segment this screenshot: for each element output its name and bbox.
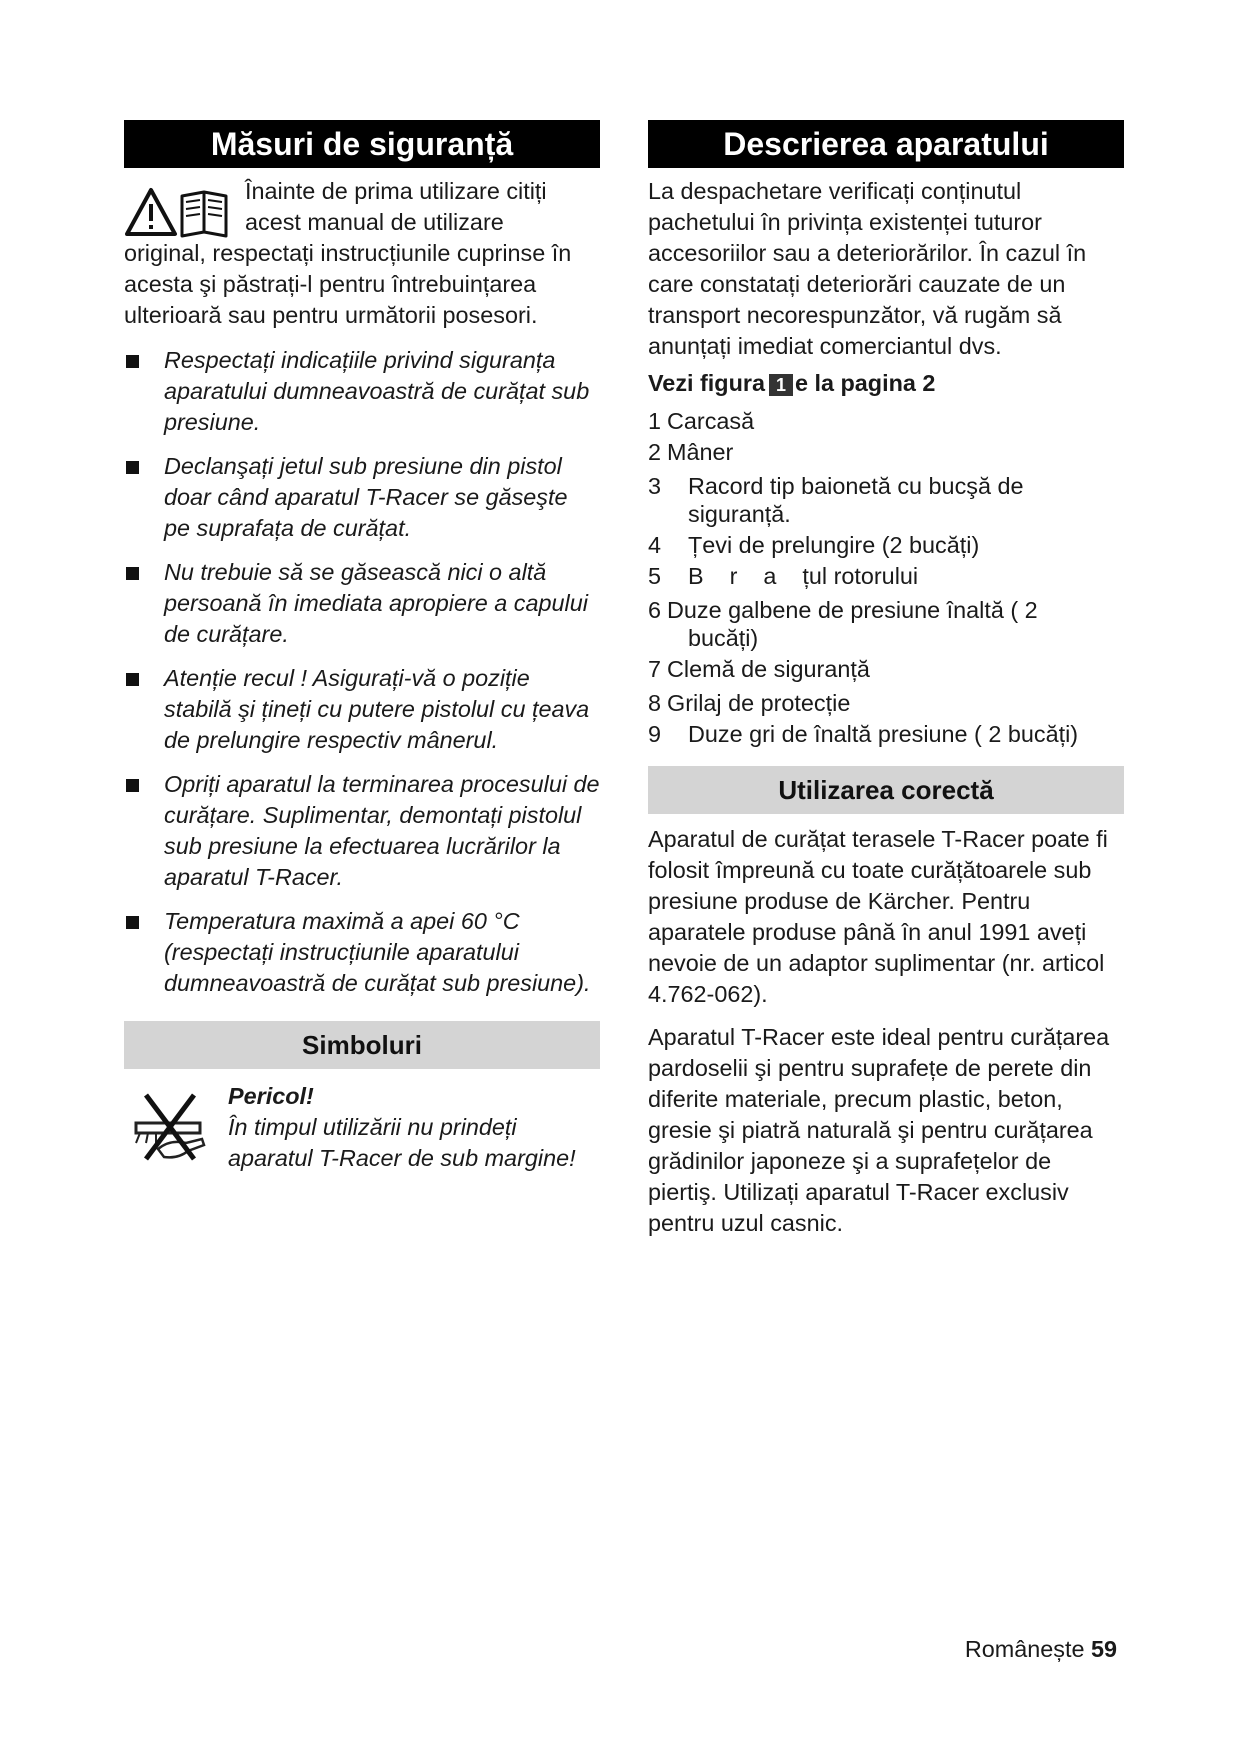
symbol-danger: [124, 1081, 600, 1174]
safety-intro-rest: original, respectați instrucțiunile cuprinse în acesta şi păstrați-l pentru întrebuințarea ulterioară sau pentru următorii posesori.: [124, 240, 572, 328]
bullet-square-icon: [126, 916, 139, 929]
bullet-square-icon: [126, 461, 139, 474]
symbols-heading: Simboluri: [124, 1021, 600, 1069]
usage-paragraph-2: Aparatul T-Racer este ideal pentru curățarea pardoselii şi pentru suprafețe de perete din diferite materiale, precum plastic, beton, gresie şi piatră naturală şi pentru curățarea grădinilor japoneze şi a suprafețelor de piertiş. Utilizați aparatul T-Racer exclusiv pentru uzul casnic.: [648, 1024, 1110, 1236]
warning-manual-icon: [124, 182, 232, 238]
list-item: 3 Racord tip baionetă cu bucşă de siguranță.: [648, 473, 1024, 527]
description-intro: La despachetare verificați conținutul pachetului în privința existenței tuturor accesoriilor sau a deteriorărilor. În cazul în care constatați deteriorări cauzate de un transport necorespunzător, vă rugăm să anunțați imediat comerciantul dvs.: [648, 178, 1087, 359]
list-item: 8 Grilaj de protecție: [648, 690, 851, 716]
symbol-danger-title: Pericol!: [228, 1083, 314, 1109]
page-footer: [965, 1636, 1117, 1663]
description-heading: Descrierea aparatului: [648, 120, 1124, 168]
symbol-danger-text: În timpul utilizării nu prindeți aparatul T-Racer de sub margine!: [228, 1114, 576, 1171]
list-item: 1 Carcasă: [648, 408, 755, 434]
list-item: Temperatura maximă a apei 60 °C (respectați instrucțiunile aparatului dumneavoastră de curățat sub presiune).: [124, 906, 600, 999]
figure-badge-icon: 1: [769, 374, 793, 396]
list-item: 5 B r a țul rotorului: [648, 563, 919, 589]
bullet-square-icon: [126, 673, 139, 686]
right-column: [648, 120, 1124, 1239]
list-item: Nu trebuie să se găsească nici o altă persoană în imediata apropiere a capului de curățare.: [124, 557, 600, 650]
safety-heading: Măsuri de siguranță: [124, 120, 600, 168]
list-item: 7 Clemă de siguranță: [648, 656, 870, 682]
list-item: 9 Duze gri de înaltă presiune ( 2 bucăți): [648, 721, 1079, 747]
safety-intro: [124, 176, 600, 331]
list-item: 4 Țevi de prelungire (2 bucăți): [648, 532, 980, 558]
bullet-square-icon: [126, 355, 139, 368]
bullet-square-icon: [126, 779, 139, 792]
usage-heading: Utilizarea corectă: [648, 766, 1124, 814]
figure-reference: Vezi figura 1 e la pagina 2: [648, 370, 936, 396]
page-number: 59: [1090, 1636, 1117, 1662]
bullet-square-icon: [126, 567, 139, 580]
list-item: Atenție recul ! Asigurați-vă o poziție stabilă şi țineți cu putere pistolul cu țeava de prelungire respectiv mânerul.: [124, 663, 600, 756]
list-item: Opriți aparatul la terminarea procesului de curățare. Suplimentar, demontați pistolul sub presiune la efectuarea lucrărilor la aparatul T-Racer.: [124, 769, 600, 893]
list-item: Declanşați jetul sub presiune din pistol doar când aparatul T-Racer se găseşte pe suprafața de curățat.: [124, 451, 600, 544]
list-item: 6 Duze galbene de presiune înaltă ( 2 bucăți): [648, 597, 1038, 651]
list-item: Respectați indicațiile privind siguranța aparatului dumneavoastră de curățat sub presiune.: [124, 345, 600, 438]
parts-list: [648, 407, 1124, 748]
usage-paragraph-1: Aparatul de curățat terasele T-Racer poate fi folosit împreună cu toate curățătoarele sub presiune produse de Kärcher. Pentru aparatele produse până în anul 1991 aveți nevoie de un adaptor suplimentar (nr. articol 4.762-062).: [648, 826, 1108, 1007]
safety-intro-first: Înainte de prima utilizare citiți acest manual de utilizare: [245, 178, 547, 235]
safety-bullet-list: [124, 345, 600, 999]
no-hand-under-edge-icon: [128, 1087, 214, 1167]
list-item: 2 Mâner: [648, 439, 734, 465]
footer-language: Românește: [964, 1636, 1085, 1662]
left-column: [124, 120, 600, 1174]
